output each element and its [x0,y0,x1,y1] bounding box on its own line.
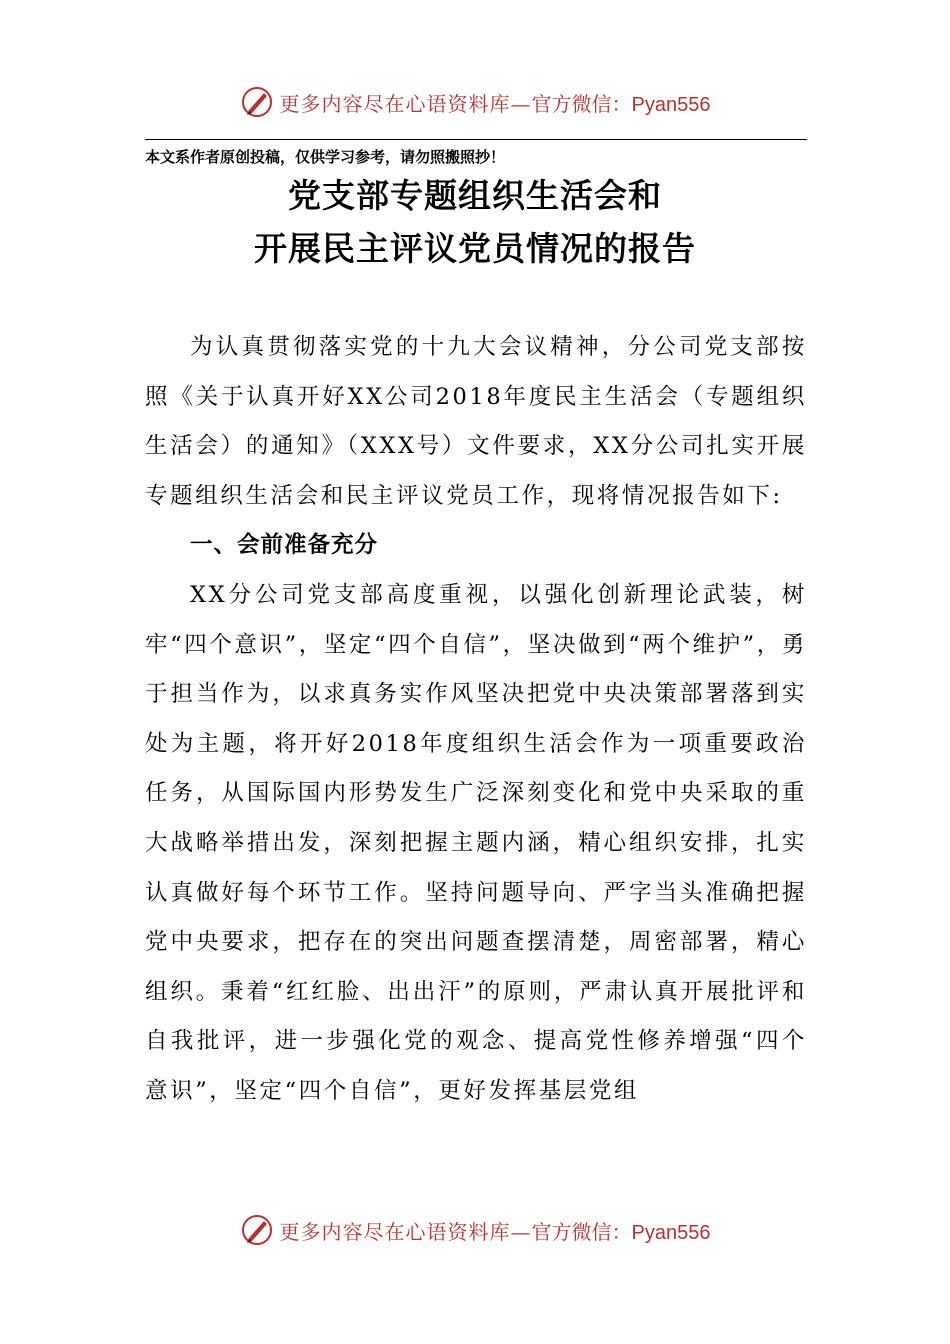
watermark-contact: 官方微信：Pyan556 [531,93,711,116]
intro-paragraph: 为认真贯彻落实党的十九大会议精神，分公司党支部按照《关于认真开好XX公司2018年度民主生活会（专题组织生活会）的通知》（XXX号）文件要求，XX分公司扎实开展专题组织生活会和民主评议党员工作，现将情况报告如下: [145,334,807,509]
watermark-footer [0,1210,950,1250]
watermark-header [0,82,950,122]
document-body [145,323,807,1117]
copyright-notice: 本文系作者原创投稿，仅供学习参考，请勿照搬照抄！ [145,148,506,166]
document-title-line1: 党支部专题组织生活会和 [288,176,662,215]
section-paragraph: XX分公司党支部高度重视，以强化创新理论武装，树牢“四个意识”，坚定“四个自信”，坚决做到“两个维护”，勇于担当作为，以求真务实作风坚决把党中央决策部署落到实处为主题，将开好2018年度组织生活会作为一项重要政治任务，从国际国内形势发生广泛深刻变化和党中央采取的重大战略举措出发，深刻把握主题内涵，精心组织安排，扎实认真做好每个环节工作。坚持问题导向、严字当头准确把握党中央要求，把存在的突出问题查摆清楚，周密部署，精心组织。秉着“红红脸、出出汗”的原则，严肃认真开展批评和自我批评，进一步强化党的观念、提高党性修养增强“四个意识”，坚定“四个自信”，更好发挥基层党组 [145,581,807,1104]
watermark-brand: 更多内容尽在心语资料库— [279,1219,532,1244]
pen-logo-icon [240,1213,274,1247]
header-divider [145,139,807,140]
pen-logo-icon [240,85,274,119]
watermark-contact: 官方微信：Pyan556 [531,1221,711,1244]
section-heading: 一、会前准备充分 [190,532,379,559]
document-title-line2: 开展民主评议党员情况的报告 [254,229,696,268]
watermark-brand: 更多内容尽在心语资料库— [279,91,532,116]
